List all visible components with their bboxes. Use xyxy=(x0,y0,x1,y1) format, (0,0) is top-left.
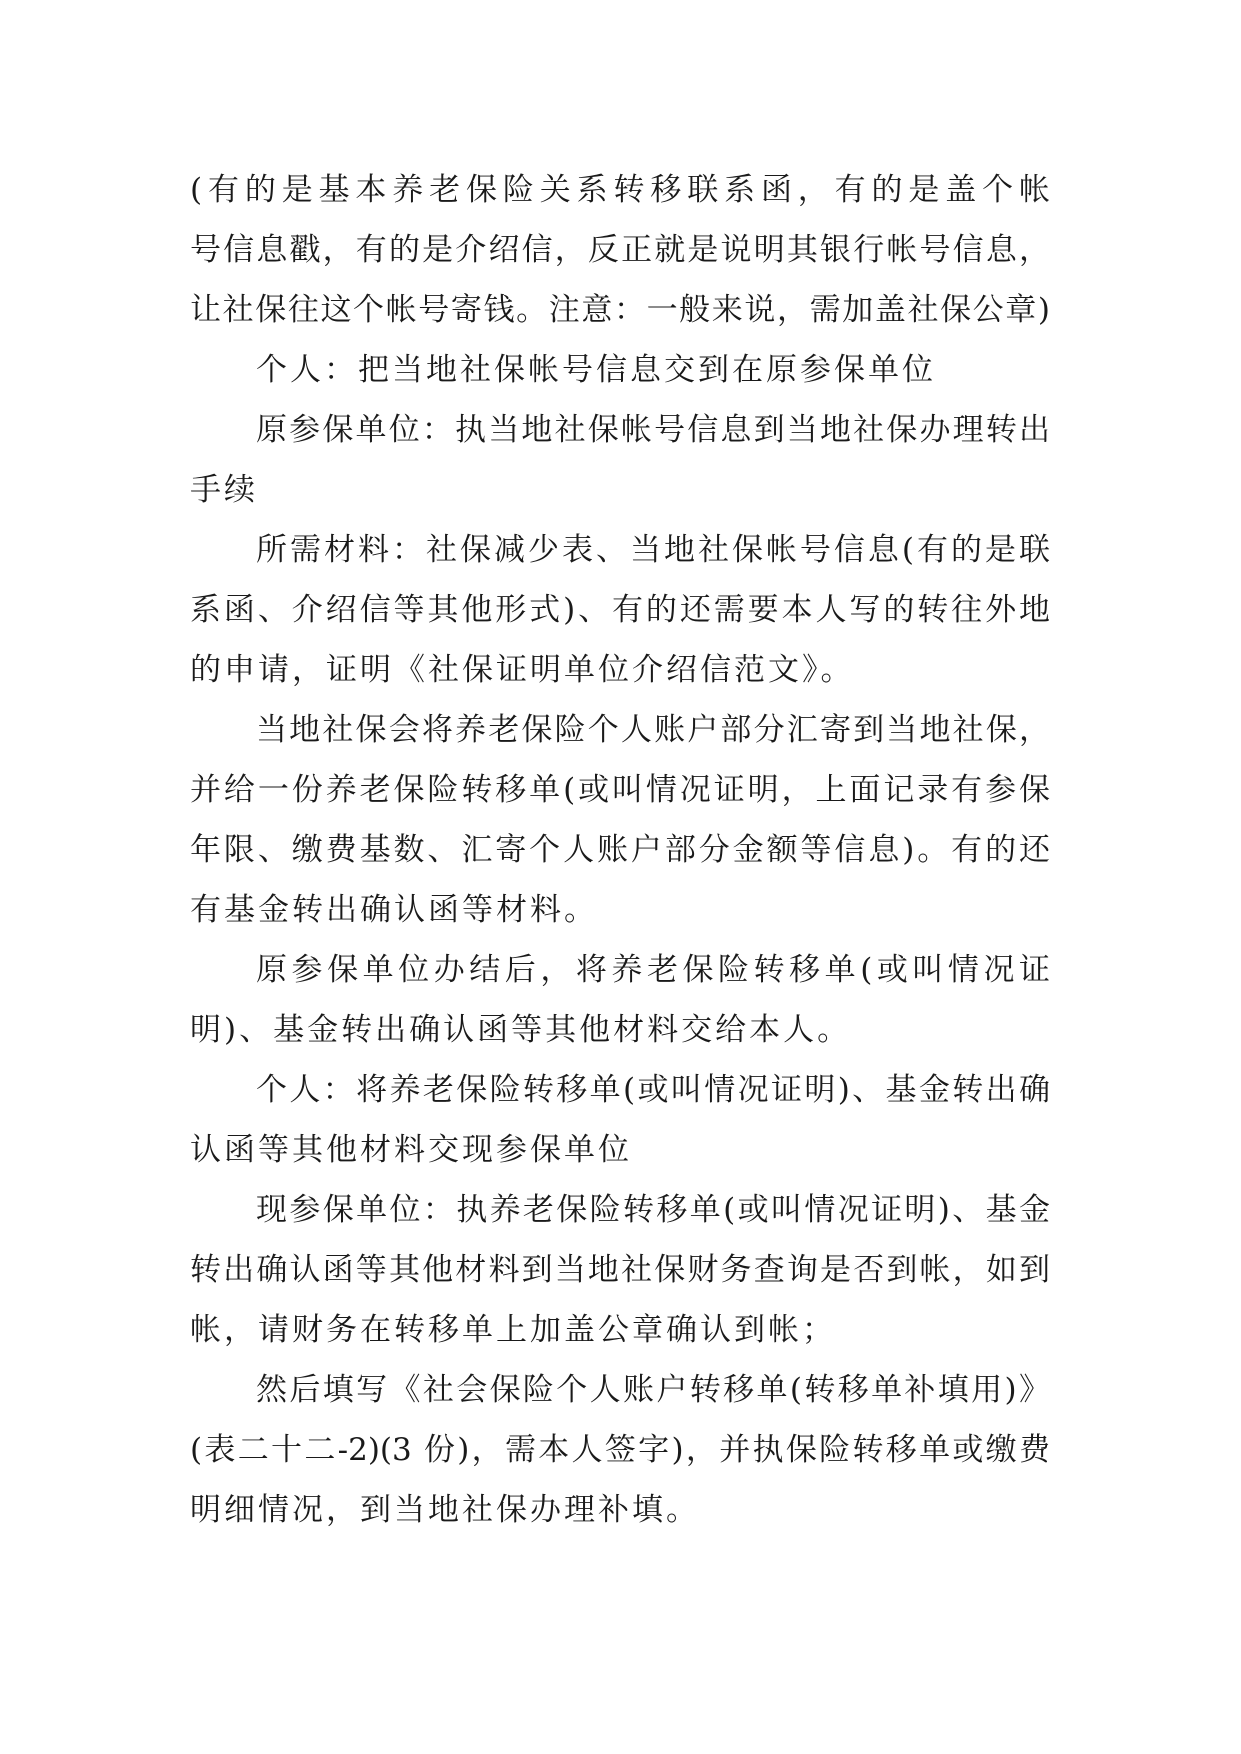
text-line: 手续 xyxy=(190,472,258,508)
text-line: 转出确认函等其他材料到当地社保财务查询是否到帐，如到 xyxy=(190,1252,1050,1288)
text-line: 年限、缴费基数、汇寄个人账户部分金额等信息)。有的还 xyxy=(190,832,1050,868)
text-line: 个人：把当地社保帐号信息交到在原参保单位 xyxy=(256,352,936,388)
paragraph-6 xyxy=(190,940,1050,1060)
text-line: 并给一份养老保险转移单(或叫情况证明，上面记录有参保 xyxy=(190,772,1050,808)
paragraph-5 xyxy=(190,700,1050,940)
paragraph-8 xyxy=(190,1180,1050,1360)
text-line: 系函、介绍信等其他形式)、有的还需要本人写的转往外地 xyxy=(190,592,1050,628)
text-line: 帐，请财务在转移单上加盖公章确认到帐； xyxy=(190,1312,836,1348)
text-line: 当地社保会将养老保险个人账户部分汇寄到当地社保， xyxy=(256,712,1050,748)
text-line: 所需材料：社保减少表、当地社保帐号信息(有的是联 xyxy=(256,532,1050,568)
text-line: 个人：将养老保险转移单(或叫情况证明)、基金转出确 xyxy=(256,1072,1050,1108)
paragraph-3 xyxy=(190,400,1050,520)
paragraph-9 xyxy=(190,1360,1050,1540)
text-line: 让社保往这个帐号寄钱。注意：一般来说，需加盖社保公章) xyxy=(190,292,1050,328)
paragraph-1 xyxy=(190,160,1050,340)
text-line: 原参保单位：执当地社保帐号信息到当地社保办理转出 xyxy=(256,412,1050,448)
text-line: 明)、基金转出确认函等其他材料交给本人。 xyxy=(190,1012,852,1048)
text-line: 号信息戳，有的是介绍信，反正就是说明其银行帐号信息， xyxy=(190,232,1050,268)
text-line: 然后填写《社会保险个人账户转移单(转移单补填用)》 xyxy=(256,1372,1050,1408)
paragraph-2 xyxy=(190,340,1050,400)
text-line: 有基金转出确认函等材料。 xyxy=(190,892,598,928)
text-line: 明细情况，到当地社保办理补填。 xyxy=(190,1492,700,1528)
text-line: 原参保单位办结后，将养老保险转移单(或叫情况证 xyxy=(256,952,1050,988)
text-line: (有的是基本养老保险关系转移联系函，有的是盖个帐 xyxy=(190,172,1050,208)
paragraph-4 xyxy=(190,520,1050,700)
text-line: 的申请，证明《社保证明单位介绍信范文》。 xyxy=(190,652,855,688)
text-line: (表二十二-2)(3 份)，需本人签字)，并执保险转移单或缴费 xyxy=(190,1432,1050,1468)
document-page xyxy=(190,160,1050,1540)
text-line: 认函等其他材料交现参保单位 xyxy=(190,1132,632,1168)
paragraph-7 xyxy=(190,1060,1050,1180)
text-line: 现参保单位：执养老保险转移单(或叫情况证明)、基金 xyxy=(256,1192,1050,1228)
